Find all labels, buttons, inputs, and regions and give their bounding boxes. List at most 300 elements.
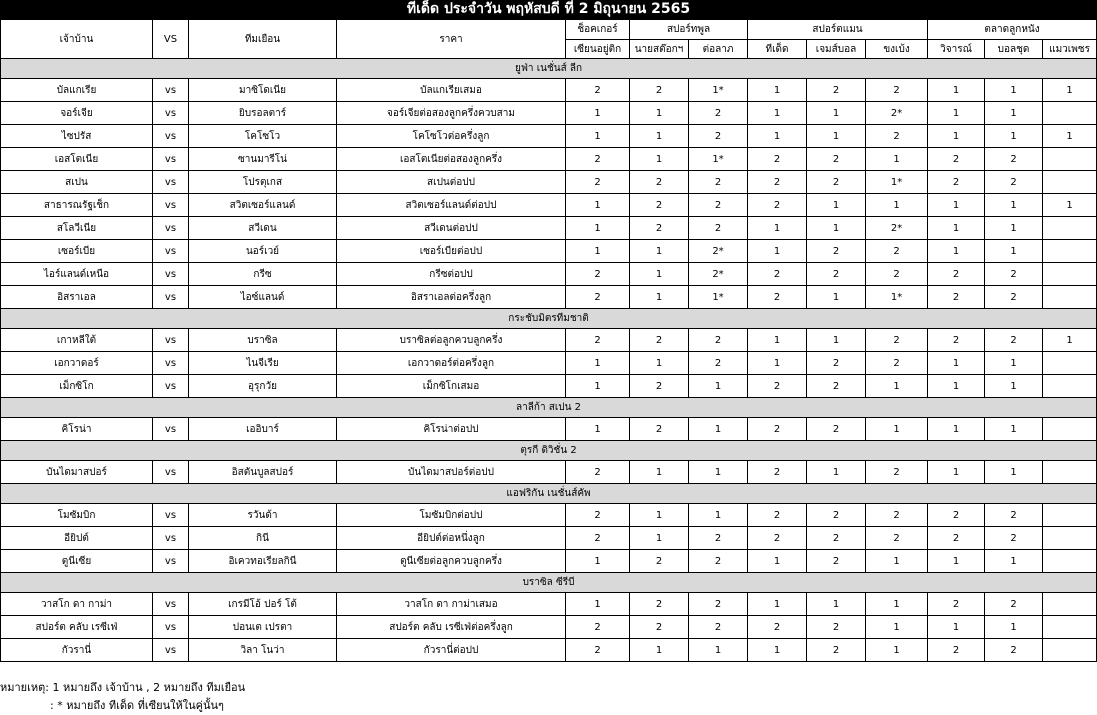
table-row <box>1 329 1097 352</box>
pick-cell: 1 <box>748 125 807 148</box>
tipster-header: ขงเบ้ง <box>866 40 928 59</box>
pick-cell: 1* <box>689 286 748 309</box>
away-team: ปอนเต เปรตา <box>189 616 337 639</box>
pick-cell: 2 <box>928 171 985 194</box>
home-team: บัลแกเรีย <box>1 79 153 102</box>
vs-cell: vs <box>153 461 189 484</box>
pick-cell: 1 <box>630 102 689 125</box>
pick-cell: 1 <box>630 352 689 375</box>
vs-cell: vs <box>153 639 189 662</box>
pick-cell: 2 <box>689 616 748 639</box>
group-header: ตลาดลูกหนัง <box>928 20 1097 40</box>
pick-cell: 2 <box>689 550 748 573</box>
pick-cell: 2 <box>928 148 985 171</box>
vs-cell: vs <box>153 329 189 352</box>
pick-cell: 2 <box>566 639 630 662</box>
group-header: สปอร์ทพูล <box>630 20 748 40</box>
away-team: อุรุกวัย <box>189 375 337 398</box>
pick-cell <box>1043 375 1097 398</box>
table-row <box>1 194 1097 217</box>
pick-cell: 2 <box>566 329 630 352</box>
pick-cell: 2 <box>748 148 807 171</box>
away-team: เกรมีโอ้ ปอร์ โต้ <box>189 593 337 616</box>
pick-cell: 1 <box>1043 329 1097 352</box>
pick-cell: 1 <box>566 217 630 240</box>
pick-cell: 1 <box>866 418 928 441</box>
pick-cell: 1 <box>630 286 689 309</box>
pick-cell: 2 <box>807 550 866 573</box>
pick-cell: 1 <box>566 375 630 398</box>
pick-cell: 1 <box>807 217 866 240</box>
pick-cell: 1 <box>985 240 1043 263</box>
pick-cell: 1 <box>807 125 866 148</box>
table-row <box>1 102 1097 125</box>
pick-cell: 2 <box>748 461 807 484</box>
away-team: อิเควทอเรียลกินี <box>189 550 337 573</box>
pick-cell: 1* <box>866 171 928 194</box>
pick-cell: 1 <box>807 286 866 309</box>
pick-cell: 1 <box>748 593 807 616</box>
price-cell: กรีซต่อปป <box>337 263 566 286</box>
away-header: ทีมเยือน <box>189 20 337 59</box>
pick-cell: 1 <box>985 125 1043 148</box>
vs-cell: vs <box>153 418 189 441</box>
pick-cell <box>1043 171 1097 194</box>
section-title: กระชับมิตรทีมชาติ <box>1 309 1097 329</box>
home-team: สปอร์ต คลับ เรซีเฟ่ <box>1 616 153 639</box>
pick-cell: 1 <box>748 639 807 662</box>
vs-cell: vs <box>153 504 189 527</box>
pick-cell <box>1043 148 1097 171</box>
price-cell: จอร์เจียต่อสองลูกครึ่งควบสาม <box>337 102 566 125</box>
away-team: สวีเดน <box>189 217 337 240</box>
away-team: วิลา โนว่า <box>189 639 337 662</box>
tipster-header: นายสต๊อกฯ <box>630 40 689 59</box>
home-team: ไซปรัส <box>1 125 153 148</box>
pick-cell: 2 <box>566 263 630 286</box>
pick-cell: 2 <box>689 593 748 616</box>
price-cell: ตูนีเซียต่อลูกควบลูกครึ่ง <box>337 550 566 573</box>
price-cell: สวิตเซอร์แลนด์ต่อปป <box>337 194 566 217</box>
pick-cell: 1 <box>866 375 928 398</box>
pick-cell: 1 <box>807 329 866 352</box>
vs-cell: vs <box>153 79 189 102</box>
table-row <box>1 263 1097 286</box>
pick-cell: 1 <box>928 616 985 639</box>
away-team: สวิตเซอร์แลนด์ <box>189 194 337 217</box>
price-cell: บราซิลต่อลูกควบลูกครึ่ง <box>337 329 566 352</box>
pick-cell: 1 <box>928 240 985 263</box>
price-cell: สปอร์ต คลับ เรซีเฟ่ต่อครึ่งลูก <box>337 616 566 639</box>
pick-cell: 2 <box>630 418 689 441</box>
pick-cell: 1* <box>866 286 928 309</box>
pick-cell: 1 <box>748 79 807 102</box>
pick-cell: 1 <box>866 194 928 217</box>
home-team: วาสโก ดา กาม่า <box>1 593 153 616</box>
pick-cell: 1 <box>748 329 807 352</box>
pick-cell: 1 <box>630 461 689 484</box>
table-row <box>1 240 1097 263</box>
vs-cell: vs <box>153 125 189 148</box>
note-line: หมายเหตุ: 1 หมายถึง เจ้าบ้าน , 2 หมายถึง ทีมเยือน <box>0 681 246 694</box>
pick-cell: 2 <box>566 286 630 309</box>
pick-cell: 1 <box>566 418 630 441</box>
section-row <box>1 59 1097 79</box>
pick-cell: 2 <box>807 79 866 102</box>
pick-cell: 2 <box>566 148 630 171</box>
price-cell: เซอร์เบียต่อปป <box>337 240 566 263</box>
price-cell: โคโซโวต่อครึ่งลูก <box>337 125 566 148</box>
pick-cell: 1 <box>566 240 630 263</box>
pick-cell: 2 <box>807 240 866 263</box>
home-team: ไอร์แลนด์เหนือ <box>1 263 153 286</box>
price-cell: วาสโก ดา กาม่าเสมอ <box>337 593 566 616</box>
pick-cell: 2 <box>807 418 866 441</box>
table-row <box>1 352 1097 375</box>
section-row <box>1 573 1097 593</box>
pick-cell <box>1043 102 1097 125</box>
pick-cell: 2 <box>630 217 689 240</box>
pick-cell: 1 <box>689 461 748 484</box>
pick-cell: 2 <box>866 125 928 148</box>
home-team: สโลวีเนีย <box>1 217 153 240</box>
away-team: โคโซโว <box>189 125 337 148</box>
vs-cell: vs <box>153 194 189 217</box>
vs-cell: vs <box>153 375 189 398</box>
pick-cell: 1* <box>689 148 748 171</box>
pick-cell: 2 <box>748 286 807 309</box>
pick-cell: 1 <box>1043 79 1097 102</box>
pick-cell: 2 <box>566 527 630 550</box>
pick-cell: 2 <box>928 527 985 550</box>
pick-cell: 2 <box>985 527 1043 550</box>
pick-cell <box>1043 286 1097 309</box>
table-row <box>1 616 1097 639</box>
pick-cell: 1 <box>985 79 1043 102</box>
pick-cell: 1 <box>630 148 689 171</box>
away-team: กรีซ <box>189 263 337 286</box>
pick-cell: 2 <box>866 352 928 375</box>
away-team: มาซิโดเนีย <box>189 79 337 102</box>
section-title: บราซิล ซีรีบี <box>1 573 1097 593</box>
pick-cell: 2 <box>748 375 807 398</box>
away-team: ซานมารีโน่ <box>189 148 337 171</box>
pick-cell: 2 <box>689 527 748 550</box>
pick-cell: 2 <box>807 352 866 375</box>
price-cell: เอสโตเนียต่อสองลูกครึ่ง <box>337 148 566 171</box>
pick-cell: 2 <box>748 263 807 286</box>
pick-cell: 2 <box>748 527 807 550</box>
pick-cell: 2 <box>866 329 928 352</box>
note-line: : * หมายถึง ทีเด็ด ที่เซียนให้ในคู่นั้นๆ <box>50 699 224 712</box>
pick-cell: 1 <box>748 550 807 573</box>
pick-cell: 2 <box>928 593 985 616</box>
pick-cell: 1 <box>985 461 1043 484</box>
pick-cell: 2 <box>985 593 1043 616</box>
pick-cell: 1 <box>985 375 1043 398</box>
home-team: อียิปต์ <box>1 527 153 550</box>
pick-cell: 2 <box>985 263 1043 286</box>
table-row <box>1 593 1097 616</box>
vs-cell: vs <box>153 240 189 263</box>
pick-cell <box>1043 240 1097 263</box>
pick-cell: 1 <box>866 639 928 662</box>
price-cell: โมซัมบิกต่อปป <box>337 504 566 527</box>
pick-cell: 1 <box>630 639 689 662</box>
pick-cell: 1 <box>928 102 985 125</box>
home-team: กัวรานี่ <box>1 639 153 662</box>
table-row <box>1 461 1097 484</box>
pick-cell: 2 <box>566 504 630 527</box>
price-cell: เอกวาดอร์ต่อครึ่งลูก <box>337 352 566 375</box>
pick-cell: 1 <box>985 418 1043 441</box>
pick-cell: 2 <box>866 240 928 263</box>
pick-cell <box>1043 639 1097 662</box>
pick-cell: 2 <box>928 286 985 309</box>
pick-cell: 2 <box>807 639 866 662</box>
table-row <box>1 217 1097 240</box>
home-team: ตูนีเซีย <box>1 550 153 573</box>
pick-cell: 1 <box>689 639 748 662</box>
pick-cell: 2 <box>630 616 689 639</box>
away-team: ยิบรอลตาร์ <box>189 102 337 125</box>
pick-cell: 2* <box>866 102 928 125</box>
pick-cell: 2 <box>807 263 866 286</box>
pick-cell: 2 <box>807 616 866 639</box>
section-title: ตุรกี ดิวิชั่น 2 <box>1 441 1097 461</box>
pick-cell: 2* <box>689 263 748 286</box>
pick-cell: 1 <box>807 102 866 125</box>
home-team: เอสโตเนีย <box>1 148 153 171</box>
tipster-header: เซียนอยู่ติก <box>566 40 630 59</box>
vs-cell: vs <box>153 148 189 171</box>
pick-cell: 2 <box>928 263 985 286</box>
pick-cell: 1 <box>807 461 866 484</box>
group-header: สปอร์ตแมน <box>748 20 928 40</box>
pick-cell: 2 <box>630 329 689 352</box>
pick-cell: 2 <box>928 639 985 662</box>
pick-cell: 1 <box>566 593 630 616</box>
price-cell: สวีเดนต่อปป <box>337 217 566 240</box>
pick-cell: 1 <box>566 125 630 148</box>
price-cell: อิสราเอลต่อครึ่งลูก <box>337 286 566 309</box>
pick-cell <box>1043 263 1097 286</box>
table-row <box>1 375 1097 398</box>
vs-cell: vs <box>153 550 189 573</box>
pick-cell: 1 <box>985 217 1043 240</box>
price-cell: อียิปต์ต่อหนึ่งลูก <box>337 527 566 550</box>
vs-cell: vs <box>153 102 189 125</box>
vs-cell: vs <box>153 616 189 639</box>
pick-cell: 2 <box>748 616 807 639</box>
pick-cell: 1 <box>928 418 985 441</box>
pick-cell: 2 <box>807 527 866 550</box>
pick-cell <box>1043 418 1097 441</box>
pick-cell: 1 <box>928 79 985 102</box>
section-row <box>1 398 1097 418</box>
pick-cell: 2 <box>985 329 1043 352</box>
tipster-header: วิจารณ์ <box>928 40 985 59</box>
pick-cell: 2 <box>928 504 985 527</box>
pick-cell: 1 <box>807 593 866 616</box>
pick-cell: 2 <box>689 217 748 240</box>
pick-cell: 1 <box>566 352 630 375</box>
price-cell: กัวรานี่ต่อปป <box>337 639 566 662</box>
table-row <box>1 550 1097 573</box>
pick-cell: 1 <box>928 550 985 573</box>
vs-header: VS <box>153 20 189 59</box>
pick-cell: 2 <box>866 79 928 102</box>
pick-cell: 1 <box>928 194 985 217</box>
pick-cell: 1 <box>985 550 1043 573</box>
pick-cell: 2 <box>689 102 748 125</box>
price-cell: บันไดมาสปอร์ต่อปป <box>337 461 566 484</box>
away-team: โปรตุเกส <box>189 171 337 194</box>
tipster-header: บอลชุด <box>985 40 1043 59</box>
tipster-header: แมวเพชร <box>1043 40 1097 59</box>
pick-cell: 1 <box>866 593 928 616</box>
pick-cell <box>1043 352 1097 375</box>
pick-cell: 2 <box>985 171 1043 194</box>
home-team: เอกวาดอร์ <box>1 352 153 375</box>
pick-cell: 1* <box>689 79 748 102</box>
pick-cell: 1 <box>689 504 748 527</box>
pick-cell: 2 <box>807 504 866 527</box>
pick-cell: 1 <box>807 194 866 217</box>
pick-cell <box>1043 217 1097 240</box>
home-team: สาธารณรัฐเช็ก <box>1 194 153 217</box>
home-team: อิสราเอล <box>1 286 153 309</box>
pick-cell: 1 <box>566 550 630 573</box>
table-row <box>1 171 1097 194</box>
price-cell: บัลแกเรียเสมอ <box>337 79 566 102</box>
pick-cell: 2 <box>866 527 928 550</box>
pick-cell: 2 <box>630 79 689 102</box>
section-row <box>1 441 1097 461</box>
pick-cell: 1 <box>630 527 689 550</box>
pick-cell: 1 <box>1043 194 1097 217</box>
table-row <box>1 125 1097 148</box>
pick-cell: 2 <box>689 329 748 352</box>
pick-cell: 1 <box>928 217 985 240</box>
section-title: ยูฟ่า เนชั่นส์ ลีก <box>1 59 1097 79</box>
pick-cell: 1 <box>748 352 807 375</box>
pick-cell: 1 <box>566 102 630 125</box>
pick-cell <box>1043 504 1097 527</box>
pick-cell: 2 <box>985 286 1043 309</box>
pick-cell: 1 <box>748 217 807 240</box>
pick-cell: 2 <box>566 171 630 194</box>
pick-cell: 1 <box>630 240 689 263</box>
vs-cell: vs <box>153 527 189 550</box>
pick-cell: 1 <box>866 148 928 171</box>
pick-cell: 2 <box>985 639 1043 662</box>
pick-cell <box>1043 461 1097 484</box>
page-title: ทีเด็ด ประจำวัน พฤหัสบดี ที่ 2 มิถุนายน 2565 <box>0 0 1097 19</box>
pick-cell: 2 <box>748 504 807 527</box>
home-team: โมซัมบิก <box>1 504 153 527</box>
home-team: เซอร์เบีย <box>1 240 153 263</box>
table-row <box>1 527 1097 550</box>
away-team: บราซิล <box>189 329 337 352</box>
pick-cell: 2 <box>689 352 748 375</box>
pick-cell: 2 <box>866 263 928 286</box>
price-cell: คิโรน่าต่อปป <box>337 418 566 441</box>
table-row <box>1 639 1097 662</box>
pick-cell: 1 <box>748 102 807 125</box>
table-row <box>1 504 1097 527</box>
pick-cell: 1 <box>689 418 748 441</box>
away-team: เออิบาร์ <box>189 418 337 441</box>
pick-cell: 2 <box>566 461 630 484</box>
away-team: ไนจีเรีย <box>189 352 337 375</box>
tips-table <box>0 19 1097 662</box>
away-team: กินี <box>189 527 337 550</box>
pick-cell: 2 <box>566 616 630 639</box>
table-row <box>1 418 1097 441</box>
tipster-header: ต่อลาภ <box>689 40 748 59</box>
pick-cell: 2 <box>866 504 928 527</box>
vs-cell: vs <box>153 286 189 309</box>
pick-cell: 1 <box>630 504 689 527</box>
pick-cell <box>1043 616 1097 639</box>
tipster-header: เจมส์บอล <box>807 40 866 59</box>
pick-cell: 1 <box>928 461 985 484</box>
vs-cell: vs <box>153 171 189 194</box>
notes <box>0 679 245 715</box>
pick-cell: 1 <box>928 125 985 148</box>
pick-cell: 2 <box>689 194 748 217</box>
home-team: เม็กซิโก <box>1 375 153 398</box>
pick-cell: 2 <box>630 194 689 217</box>
table-row <box>1 286 1097 309</box>
pick-cell: 2 <box>630 593 689 616</box>
pick-cell <box>1043 550 1097 573</box>
vs-cell: vs <box>153 217 189 240</box>
table-row <box>1 148 1097 171</box>
pick-cell: 1 <box>566 194 630 217</box>
pick-cell: 1 <box>985 352 1043 375</box>
pick-cell: 1 <box>630 263 689 286</box>
home-team: คิโรน่า <box>1 418 153 441</box>
vs-cell: vs <box>153 263 189 286</box>
pick-cell: 2 <box>748 194 807 217</box>
home-header: เจ้าบ้าน <box>1 20 153 59</box>
pick-cell: 2 <box>566 79 630 102</box>
pick-cell: 1 <box>1043 125 1097 148</box>
section-row <box>1 309 1097 329</box>
price-header: ราคา <box>337 20 566 59</box>
pick-cell: 2 <box>630 550 689 573</box>
pick-cell: 1 <box>985 102 1043 125</box>
pick-cell: 1 <box>928 352 985 375</box>
away-team: ไอซ์แลนด์ <box>189 286 337 309</box>
section-title: แอฟริกัน เนชั่นส์คัพ <box>1 484 1097 504</box>
table-row <box>1 79 1097 102</box>
pick-cell: 2 <box>630 171 689 194</box>
pick-cell: 1 <box>689 375 748 398</box>
pick-cell: 2 <box>985 148 1043 171</box>
pick-cell: 1 <box>866 616 928 639</box>
pick-cell: 2 <box>748 171 807 194</box>
home-team: บันไดมาสปอร์ <box>1 461 153 484</box>
home-team: เกาหลีใต้ <box>1 329 153 352</box>
pick-cell: 2 <box>689 171 748 194</box>
pick-cell: 2 <box>928 329 985 352</box>
section-title: ลาลีก้า สเปน 2 <box>1 398 1097 418</box>
away-team: อิสตันบูลสปอร์ <box>189 461 337 484</box>
pick-cell: 2 <box>985 504 1043 527</box>
